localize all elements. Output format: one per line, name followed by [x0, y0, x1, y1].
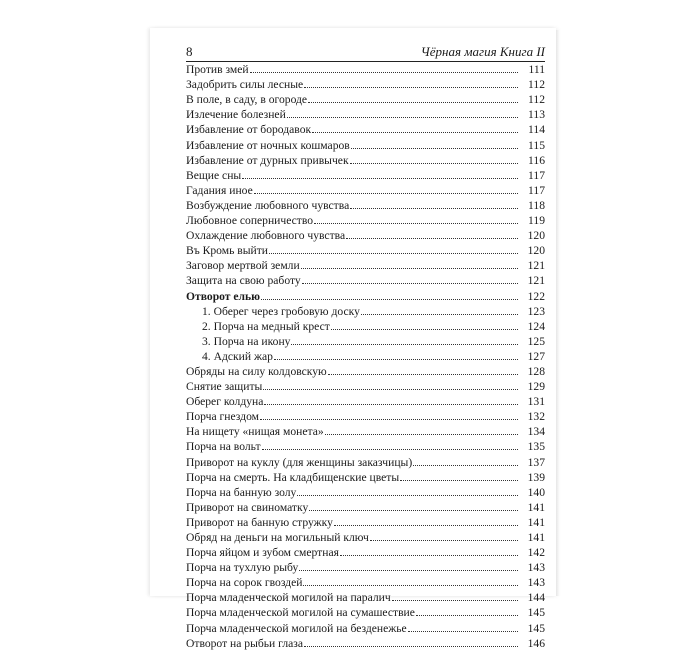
toc-entry-title: 2. Порча на медный крест — [202, 319, 330, 333]
toc-entry — [186, 273, 545, 288]
toc-entry-title: Оберег колдуна — [186, 395, 264, 409]
toc-entry-page-number: 135 — [527, 440, 545, 454]
toc-entry — [186, 470, 545, 485]
toc-entry-title: Приворот на свиноматку — [186, 500, 309, 514]
toc-dot-leader — [250, 72, 518, 73]
toc-entry-title: 4. Адский жар — [202, 349, 273, 363]
toc-entry-title: Избавление от ночных кошмаров — [186, 138, 350, 152]
toc-entry — [186, 620, 545, 635]
toc-dot-leader — [304, 646, 518, 647]
toc-dot-leader — [302, 283, 518, 284]
toc-entry-title: Приворот на банную стружку — [186, 515, 333, 529]
toc-entry — [186, 485, 545, 500]
toc-entry — [186, 636, 545, 651]
page-number: 8 — [186, 44, 193, 59]
toc-dot-leader — [287, 117, 518, 118]
toc-dot-leader — [269, 253, 518, 254]
toc-dot-leader — [408, 631, 518, 632]
toc-dot-leader — [350, 163, 518, 164]
toc-entry — [186, 545, 545, 560]
toc-dot-leader — [340, 555, 518, 556]
toc-entry-page-number: 125 — [527, 334, 545, 348]
toc-dot-leader — [260, 419, 518, 420]
toc-entry-page-number: 134 — [527, 425, 545, 439]
toc-entry — [186, 77, 545, 92]
toc-entry-page-number: 120 — [527, 244, 545, 258]
toc-entry — [186, 304, 545, 319]
toc-entry-title: Порча младенческой могилой на безденежье — [186, 621, 407, 635]
toc-entry-title: Снятие защиты — [186, 380, 263, 394]
toc-entry — [186, 530, 545, 545]
toc-entry — [186, 137, 545, 152]
toc-entry-title: Порча младенческой могилой на паралич — [186, 591, 391, 605]
toc-entry-page-number: 145 — [527, 621, 545, 635]
toc-entry-page-number: 117 — [528, 183, 545, 197]
toc-dot-leader — [400, 480, 518, 481]
toc-entry-page-number: 118 — [528, 198, 545, 212]
toc-entry-page-number: 111 — [528, 63, 545, 77]
toc-entry — [186, 228, 545, 243]
toc-dot-leader — [303, 585, 518, 586]
toc-dot-leader — [261, 299, 518, 300]
toc-entry-page-number: 112 — [528, 93, 545, 107]
toc-dot-leader — [301, 268, 518, 269]
toc-entry-title: Порча на тухлую рыбу — [186, 561, 299, 575]
toc-entry — [186, 439, 545, 454]
toc-entry — [186, 454, 545, 469]
toc-entry — [186, 258, 545, 273]
toc-dot-leader — [416, 615, 518, 616]
toc-dot-leader — [297, 495, 518, 496]
toc-entry — [186, 122, 545, 137]
toc-entry-title: Порча младенческой могилой на сумашествие — [186, 606, 415, 620]
toc-dot-leader — [308, 102, 518, 103]
toc-entry-title: Задобрить силы лесные — [186, 78, 304, 92]
toc-entry-page-number: 131 — [527, 395, 545, 409]
toc-entry — [186, 153, 545, 168]
toc-entry-page-number: 142 — [527, 546, 545, 560]
toc-entry-title: Излечение болезней — [186, 108, 286, 122]
toc-entry — [186, 590, 545, 605]
toc-entry — [186, 500, 545, 515]
toc-entry-title: Порча на смерть. На кладбищенские цветы — [186, 470, 400, 484]
toc-entry-page-number: 141 — [527, 500, 545, 514]
toc-entry — [186, 575, 545, 590]
toc-entry — [186, 183, 545, 198]
toc-entry-page-number: 123 — [527, 304, 545, 318]
toc-dot-leader — [413, 465, 518, 466]
toc-dot-leader — [262, 449, 518, 450]
toc-entry — [186, 198, 545, 213]
toc-dot-leader — [351, 148, 518, 149]
toc-dot-leader — [312, 132, 518, 133]
toc-dot-leader — [325, 434, 518, 435]
toc-entry-title: Приворот на куклу (для женщины заказчицы) — [186, 455, 413, 469]
toc-entry — [186, 349, 545, 364]
toc-dot-leader — [299, 570, 518, 571]
toc-dot-leader — [242, 178, 518, 179]
toc-dot-leader — [350, 208, 518, 209]
toc-entry — [186, 379, 545, 394]
toc-entry-title: Гадания иное — [186, 183, 253, 197]
toc-entry — [186, 515, 545, 530]
toc-entry — [186, 107, 545, 122]
toc-dot-leader — [309, 510, 518, 511]
toc-entry — [186, 213, 545, 228]
toc-entry — [186, 364, 545, 379]
toc-entry-page-number: 115 — [528, 138, 545, 152]
toc-entry-page-number: 143 — [527, 576, 545, 590]
toc-entry-page-number: 132 — [527, 410, 545, 424]
toc-dot-leader — [274, 359, 518, 360]
toc-entry-title: Защита на свою работу — [186, 274, 301, 288]
toc-entry-title: В поле, в саду, в огороде — [186, 93, 308, 107]
toc-entry-title: Избавление от дурных привычек — [186, 153, 349, 167]
toc-dot-leader — [328, 374, 518, 375]
toc-entry-title: Порча гнездом — [186, 410, 259, 424]
toc-entry-page-number: 139 — [527, 470, 545, 484]
toc-entry-page-number: 114 — [528, 123, 545, 137]
toc-dot-leader — [334, 525, 518, 526]
toc-dot-leader — [361, 314, 518, 315]
toc-entry — [186, 319, 545, 334]
toc-entry-title: Избавление от бородавок — [186, 123, 312, 137]
toc-dot-leader — [331, 329, 518, 330]
toc-entry-page-number: 124 — [527, 319, 545, 333]
toc-entry-page-number: 144 — [527, 591, 545, 605]
toc-entry-page-number: 137 — [527, 455, 545, 469]
toc-dot-leader — [263, 389, 518, 390]
toc-entry — [186, 394, 545, 409]
toc-dot-leader — [346, 238, 518, 239]
toc-entry-page-number: 129 — [527, 380, 545, 394]
toc-entry-page-number: 120 — [527, 229, 545, 243]
toc-entry-page-number: 127 — [527, 349, 545, 363]
toc-entry-title: Порча на вольт — [186, 440, 261, 454]
toc-entry-page-number: 122 — [527, 289, 545, 303]
toc-dot-leader — [304, 87, 518, 88]
toc-dot-leader — [264, 404, 518, 405]
toc-entry-title: Вещие сны — [186, 168, 242, 182]
toc-entry-title: Охлаждение любовного чувства — [186, 229, 346, 243]
toc-entry-title: Порча на сорок гвоздей — [186, 576, 303, 590]
toc-entry — [186, 168, 545, 183]
toc-entry — [186, 605, 545, 620]
toc-entry-title: 1. Оберег через гробовую доску — [202, 304, 360, 318]
toc-dot-leader — [370, 540, 518, 541]
toc-entry-title: Заговор мертвой земли — [186, 259, 300, 273]
toc-entry — [186, 62, 545, 77]
toc-entry-title: Обряд на деньги на могильный ключ — [186, 531, 369, 544]
toc-entry-page-number: 140 — [527, 485, 545, 499]
toc-entry — [186, 92, 545, 107]
page-edge-shadow — [556, 30, 560, 596]
toc-entry-title: Любовное соперничество — [186, 214, 314, 228]
toc-entry-title: Обряды на силу колдовскую — [186, 364, 327, 378]
toc-entry-title: Против змей — [186, 63, 249, 77]
toc-entry-page-number: 112 — [528, 78, 545, 92]
toc-entry-title: Отворот на рыбьи глаза — [186, 636, 303, 650]
toc-entry — [186, 334, 545, 349]
toc-entry-page-number: 146 — [527, 636, 545, 650]
toc-dot-leader — [314, 223, 518, 224]
toc-dot-leader — [392, 600, 518, 601]
toc-entry-title: Отворот елью — [186, 289, 261, 303]
toc-dot-leader — [291, 344, 518, 345]
table-of-contents — [186, 62, 545, 651]
toc-entry-page-number: 141 — [527, 531, 545, 544]
toc-dot-leader — [254, 193, 518, 194]
toc-entry-page-number: 116 — [528, 153, 545, 167]
running-header — [186, 44, 545, 62]
toc-entry — [186, 409, 545, 424]
toc-entry — [186, 560, 545, 575]
toc-entry-page-number: 143 — [527, 561, 545, 575]
toc-entry-page-number: 145 — [527, 606, 545, 620]
book-page — [150, 28, 556, 650]
toc-entry-title: Возбуждение любовного чувства — [186, 198, 350, 212]
toc-entry — [186, 288, 545, 303]
toc-entry-page-number: 113 — [528, 108, 545, 122]
toc-entry-title: 3. Порча на икону — [202, 334, 291, 348]
toc-entry-page-number: 121 — [527, 274, 545, 288]
toc-entry-page-number: 128 — [527, 364, 545, 378]
toc-entry-title: Порча на банную золу — [186, 485, 297, 499]
toc-entry — [186, 243, 545, 258]
toc-entry-page-number: 141 — [527, 515, 545, 529]
book-title: Чёрная магия Книга II — [420, 44, 545, 59]
toc-entry-title: Въ Кромь выйти — [186, 244, 268, 258]
toc-entry-page-number: 121 — [527, 259, 545, 273]
toc-entry-page-number: 117 — [528, 168, 545, 182]
toc-entry-page-number: 119 — [528, 214, 545, 228]
toc-entry — [186, 424, 545, 439]
toc-entry-title: На нищету «нищая монета» — [186, 425, 324, 439]
toc-entry-title: Порча яйцом и зубом смертная — [186, 546, 339, 560]
